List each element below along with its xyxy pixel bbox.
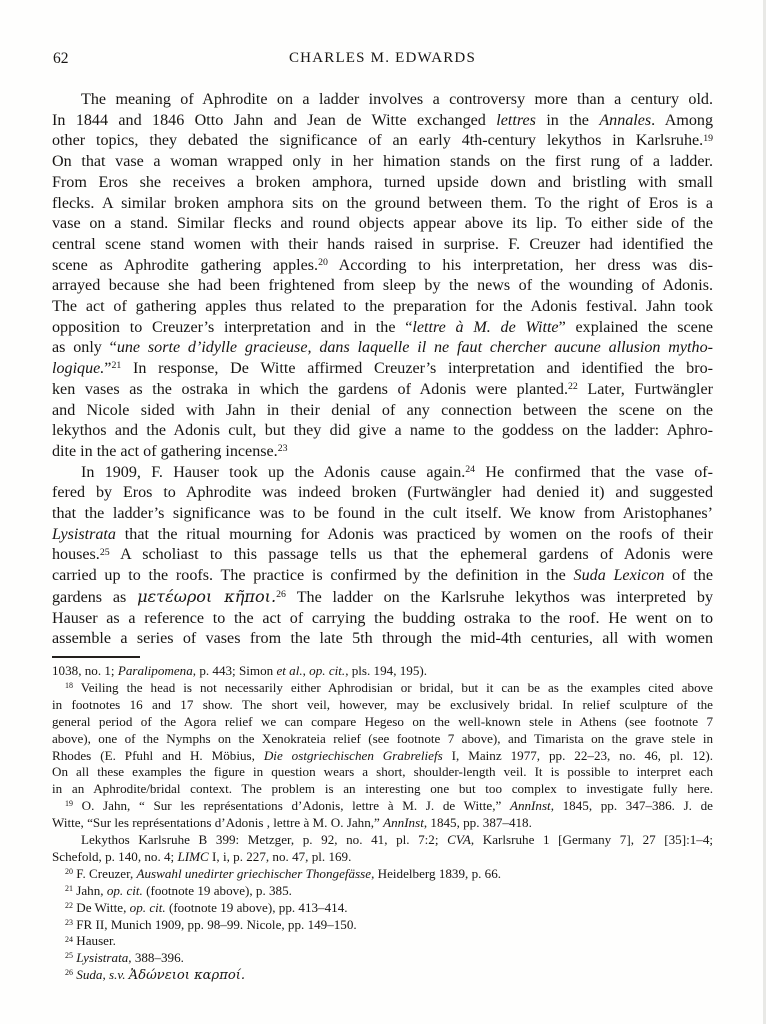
paragraph — [52, 463, 713, 650]
text-segment: opposition to Creuzer’s interpretation and in the “ — [52, 318, 413, 336]
footnote-19-continued — [52, 832, 713, 866]
footnote-rule — [52, 656, 140, 658]
text-segment: LIMC — [177, 848, 209, 864]
text-line — [52, 609, 713, 630]
text-line — [52, 663, 713, 680]
text-segment: In response, De Witte affirmed Creuzer’s interpretation and identified the bro- — [121, 360, 713, 378]
text-line — [52, 463, 713, 484]
text-segment: et al. — [276, 662, 303, 678]
text-segment: From Eros she receives a broken amphora, turned upside down and bristling with small — [52, 173, 713, 191]
paragraph — [52, 90, 713, 463]
page-header — [52, 50, 713, 67]
text-segment: Lysistrata — [52, 525, 116, 543]
text-line — [52, 781, 713, 798]
text-line — [52, 883, 713, 900]
text-line — [52, 235, 713, 256]
footnote-ref: 20 — [318, 256, 328, 268]
text-line — [52, 338, 713, 359]
text-line — [52, 798, 713, 815]
text-line — [52, 815, 713, 832]
text-line — [52, 764, 713, 781]
footnote-ref: 26 — [65, 968, 73, 978]
text-segment: houses. — [52, 546, 100, 564]
text-segment: Hauser. — [72, 933, 116, 949]
footnote-ref: 19 — [703, 132, 713, 144]
text-segment: , Karlsruhe 1 [Germany 7], 27 [35]:1–4; — [470, 832, 714, 848]
text-segment: Suda Lexicon — [573, 567, 665, 585]
footnote-continuation — [52, 663, 713, 680]
text-line — [52, 504, 713, 525]
text-segment: ken vases as the ostraka in which the gardens of Adonis were planted. — [52, 380, 568, 398]
text-line — [52, 131, 713, 152]
text-segment: CVA — [447, 832, 471, 848]
text-segment: lekythos and the Adonis cult, but they did give a name to the goddess on the ladder: Aphro- — [52, 422, 713, 440]
footnote-ref: 24 — [65, 934, 73, 944]
text-segment: in an Aphrodite/bridal context. The problem is an interesting one but too complex to investigate fully here. — [52, 781, 713, 797]
text-line — [52, 629, 713, 650]
text-segment: (footnote 19 above), p. 385. — [142, 882, 292, 898]
text-segment: Ἀδώνειοι καρποί. — [128, 968, 245, 984]
text-segment: Lekythos Karlsruhe B 399: Metzger, p. 92, no. 41, pl. 7:2; — [81, 832, 448, 848]
text-line — [52, 900, 713, 917]
text-segment: gardens as — [52, 588, 138, 606]
text-segment: lettre à M. de Witte — [412, 318, 559, 336]
footnote-20 — [52, 866, 713, 883]
text-segment: According to his interpretation, her dress was dis- — [327, 256, 713, 274]
footnotes-section — [52, 663, 713, 985]
footnote-ref: 23 — [277, 443, 288, 455]
footnote-ref: 25 — [65, 951, 73, 961]
text-segment: μετέωροι κῆποι. — [137, 586, 277, 606]
text-segment: , 388–396. — [128, 950, 184, 966]
text-line — [52, 714, 713, 731]
text-segment: On all these examples the figure in question wears a short, shoulder-length veil. It is possible to interpret each — [52, 764, 713, 780]
text-segment: Paralipomena — [117, 662, 193, 678]
footnote-23 — [52, 917, 713, 934]
text-segment: Veiling the head is not necessarily either Aphrodisian or bridal, but it can be as the examples cited above — [72, 679, 713, 695]
text-segment: Suda, s.v. — [76, 967, 126, 983]
text-segment: Die ostgriechischen Grabreliefs — [263, 747, 443, 763]
text-segment: Witte, “Sur les représentations d’Adonis , lettre à M. O. Jahn,” — [52, 815, 384, 831]
text-segment: fered by Eros to Aphrodite was indeed broken (Furtwängler had denied it) and suggested — [52, 484, 713, 502]
running-head: CHARLES M. EDWARDS — [288, 50, 477, 66]
text-segment: in footnotes 16 and 17 show. The short veil, however, may be exclusively bridal. In relief sculpture of the — [52, 696, 713, 712]
text-segment: op. cit. — [309, 662, 346, 678]
text-segment: of the — [664, 567, 714, 585]
footnote-18 — [52, 680, 713, 798]
text-line — [52, 194, 713, 215]
text-segment: O. Jahn, “ Sur les représentations d’Adonis, lettre à M. J. de Witte,” — [72, 798, 510, 814]
text-segment: in the — [535, 111, 600, 129]
footnote-ref: 21 — [65, 883, 73, 893]
text-segment: and Nicole sided with Jahn in their denial of any connection between the scene on the — [52, 401, 713, 419]
footnote-ref: 22 — [65, 900, 73, 910]
text-line — [52, 401, 713, 422]
footnote-ref: 23 — [65, 917, 73, 927]
footnote-25 — [52, 950, 713, 967]
text-segment: Hauser as a reference to the act of carrying the budding ostraka to the roof. He went on to — [52, 609, 713, 627]
text-segment: logique. — [52, 360, 105, 378]
text-segment: above), one of the Nymphs on the Xenokrateia relief (see footnote 7 above), and Timarista on the grave stele in — [52, 730, 713, 746]
text-segment: , 1845, pp. 347–386. J. de — [550, 798, 713, 814]
text-segment: Later, Furtwängler — [577, 380, 713, 398]
text-segment: ” — [104, 360, 112, 378]
text-segment: The ladder on the Karlsruhe lekythos was interpreted by — [285, 588, 713, 606]
footnote-ref: 24 — [465, 463, 476, 475]
text-line — [52, 483, 713, 504]
text-segment: , p. 443; Simon — [192, 662, 277, 678]
text-line — [52, 866, 713, 883]
footnote-ref: 18 — [65, 680, 73, 690]
text-line — [52, 950, 713, 967]
text-segment: dite in the act of gathering incense. — [52, 442, 278, 460]
text-segment: as only “ — [52, 339, 117, 357]
footnote-ref: 25 — [99, 546, 110, 558]
text-segment: , pls. 194, 195). — [345, 662, 428, 678]
text-segment: 1038, no. 1; — [52, 662, 118, 678]
text-line — [52, 680, 713, 697]
text-segment: central scene stand women with their hands raised in surprise. F. Creuzer had identified the — [52, 235, 713, 253]
text-segment: lettres — [496, 111, 536, 129]
text-segment: op. cit. — [129, 899, 166, 915]
text-segment: In 1844 and 1846 Otto Jahn and Jean de Witte exchanged — [52, 111, 497, 129]
footnote-26 — [52, 967, 713, 985]
text-line — [52, 917, 713, 934]
text-line — [52, 256, 713, 277]
text-line — [52, 359, 713, 380]
text-segment: that the ladder’s significance was to be found in the cult itself. We know from Aristophanes’ — [52, 505, 713, 523]
text-segment: other topics, they debated the significance of an early 4th-century lekythos in Karlsruhe. — [52, 132, 704, 150]
text-segment: assemble a series of vases from the late 5th through the mid-4th centuries, all with women — [52, 630, 713, 648]
text-segment: (footnote 19 above), pp. 413–414. — [165, 899, 348, 915]
text-segment: general period of the Agora relief we can compare Hegeso on the well-known stele in Athens (see footnote 7 — [52, 713, 713, 729]
footnote-ref: 19 — [65, 799, 73, 809]
text-line — [52, 111, 713, 132]
text-line — [52, 442, 713, 463]
text-line — [52, 832, 713, 849]
text-line — [52, 545, 713, 566]
text-line — [52, 587, 713, 609]
text-segment: I, Mainz 1977, pp. 22–23, no. 46, pl. 12). — [442, 747, 713, 763]
text-segment: AnnInst — [383, 815, 424, 831]
text-segment: On that vase a woman wrapped only in her himation stands on the first rung of a ladder. — [52, 153, 713, 171]
footnote-21 — [52, 883, 713, 900]
text-segment: The meaning of Aphrodite on a ladder involves a controversy more than a century old. — [81, 91, 713, 108]
text-segment: ” explained the scene — [558, 318, 714, 336]
text-segment: . Among — [651, 111, 713, 129]
text-segment: De Witte, — [72, 899, 130, 915]
text-segment: F. Creuzer, — [72, 865, 137, 881]
text-line — [52, 380, 713, 401]
text-line — [52, 748, 713, 765]
text-segment: , — [302, 662, 310, 678]
text-segment: scene as Aphrodite gathering apples. — [52, 256, 319, 274]
text-segment: Auswahl unedirter griechischer Thongefässe — [136, 865, 372, 881]
text-line — [52, 566, 713, 587]
text-line — [52, 849, 713, 866]
article-body — [52, 90, 713, 650]
footnote-ref: 26 — [276, 588, 286, 600]
text-segment: He confirmed that the vase of- — [475, 463, 713, 481]
text-line — [52, 318, 713, 339]
text-segment: Jahn, — [72, 882, 107, 898]
text-line — [52, 697, 713, 714]
text-segment: arrayed because she had been frightened from sleep by the news of the wounding of Adonis. — [52, 277, 713, 295]
text-segment: flecks. A similar broken amphora sits on the ground between them. To the right of Eros is a — [52, 194, 713, 212]
text-line — [52, 297, 713, 318]
text-segment: op. cit. — [106, 882, 143, 898]
text-line — [52, 276, 713, 297]
text-line — [52, 525, 713, 546]
text-line — [52, 152, 713, 173]
text-line — [52, 90, 713, 111]
footnote-ref: 20 — [65, 866, 73, 876]
text-segment: The act of gathering apples thus related to the preparation for the Adonis festival. Jahn took — [52, 298, 713, 316]
text-segment: Annales — [599, 111, 652, 129]
text-line — [52, 173, 713, 194]
text-segment: A scholiast to this passage tells us that the ephemeral gardens of Adonis were — [109, 546, 713, 564]
text-segment: carried up to the roofs. The practice is confirmed by the definition in the — [52, 567, 574, 585]
text-segment: une sorte d’idylle gracieuse, dans laquelle il ne faut chercher aucune allusion mytho- — [116, 339, 713, 357]
text-segment: Rhodes (E. Pfuhl and H. Möbius, — [52, 747, 264, 763]
page-content — [52, 50, 713, 985]
footnote-ref: 22 — [568, 380, 578, 392]
text-segment: vase on a stand. Similar flecks and round objects appear above its lip. To either side of the — [52, 215, 713, 233]
text-line — [52, 214, 713, 235]
footnote-22 — [52, 900, 713, 917]
footnote-24 — [52, 933, 713, 950]
text-segment: I, i, p. 227, no. 47, pl. 169. — [208, 848, 352, 864]
text-segment: Schefold, p. 140, no. 4; — [52, 848, 178, 864]
text-line — [52, 731, 713, 748]
text-segment: that the ritual mourning for Adonis was practiced by women on the roofs of their — [115, 525, 713, 543]
text-segment: In 1909, F. Hauser took up the Adonis cause again. — [81, 463, 466, 481]
text-line — [52, 933, 713, 950]
text-line — [52, 967, 713, 985]
text-segment: AnnInst — [509, 798, 551, 814]
text-line — [52, 421, 713, 442]
text-segment: Lysistrata — [76, 950, 129, 966]
text-segment: , Heidelberg 1839, p. 66. — [371, 865, 502, 881]
page-number: 62 — [53, 50, 69, 67]
footnote-ref: 21 — [111, 360, 122, 372]
text-segment: , 1845, pp. 387–418. — [423, 815, 532, 831]
text-segment: FR II, Munich 1909, pp. 98–99. Nicole, pp. 149–150. — [72, 916, 357, 932]
footnote-19 — [52, 798, 713, 832]
